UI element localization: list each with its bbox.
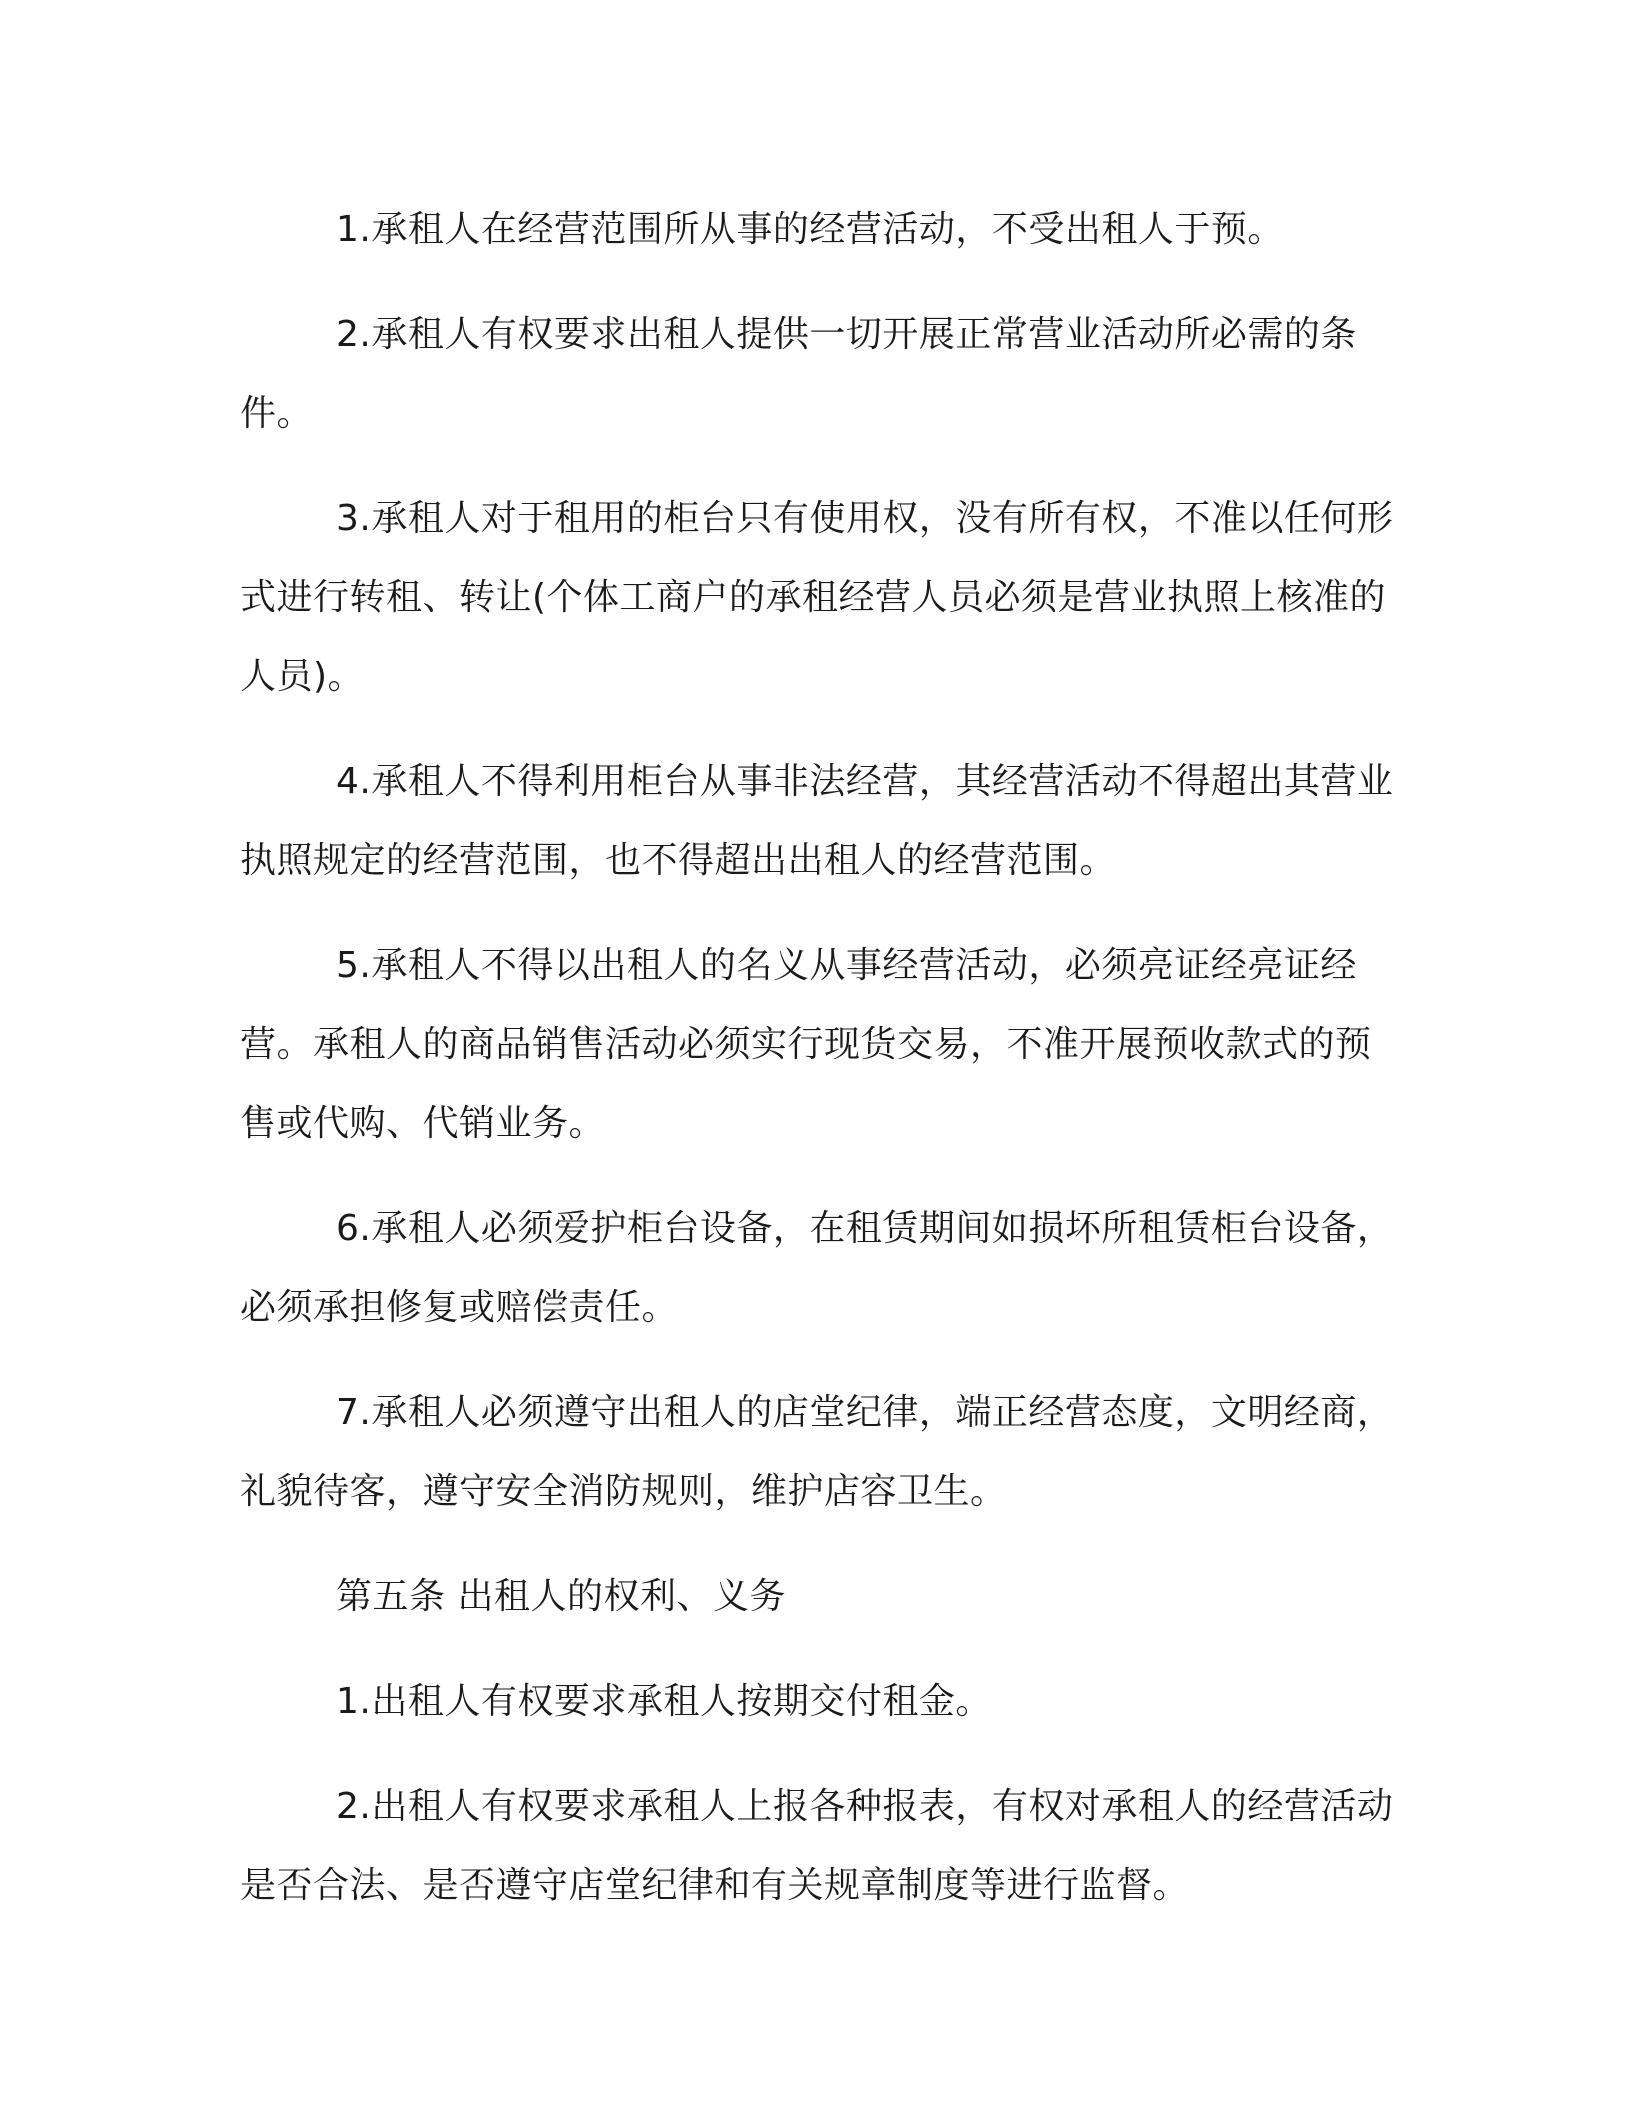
lessee-clause-3: 3.承租人对于租用的柜台只有使用权，没有所有权，不准以任何形式进行转租、转让(个体工商户的承租经营人员必须是营业执照上核准的人员)。 bbox=[240, 498, 1394, 697]
lessor-clause-1: 1.出租人有权要求承租人按期交付租金。 bbox=[336, 1681, 992, 1722]
lessee-clause-2: 2.承租人有权要求出租人提供一切开展正常营业活动所必需的条件。 bbox=[240, 314, 1357, 434]
lessee-clause-6: 6.承租人必须爱护柜台设备，在租赁期间如损坏所租赁柜台设备，必须承担修复或赔偿责任。 bbox=[240, 1208, 1394, 1328]
lessor-clause-2: 2.出租人有权要求承租人上报各种报表，有权对承租人的经营活动是否合法、是否遵守店堂纪律和有关规章制度等进行监督。 bbox=[240, 1786, 1394, 1906]
lessee-clause-5: 5.承租人不得以出租人的名义从事经营活动，必须亮证经亮证经营。承租人的商品销售活动必须实行现货交易，不准开展预收款式的预售或代购、代销业务。 bbox=[240, 945, 1372, 1144]
lessee-clause-7: 7.承租人必须遵守出租人的店堂纪律，端正经营态度，文明经商，礼貌待客，遵守安全消防规则，维护店容卫生。 bbox=[240, 1392, 1394, 1512]
document-body bbox=[240, 190, 1400, 1925]
lessee-clause-1: 1.承租人在经营范围所从事的经营活动，不受出租人于预。 bbox=[336, 209, 1284, 250]
lessee-clause-4: 4.承租人不得利用柜台从事非法经营，其经营活动不得超出其营业执照规定的经营范围，也不得超出出租人的经营范围。 bbox=[240, 761, 1394, 881]
article-5-heading: 第五条 出租人的权利、义务 bbox=[336, 1576, 786, 1617]
